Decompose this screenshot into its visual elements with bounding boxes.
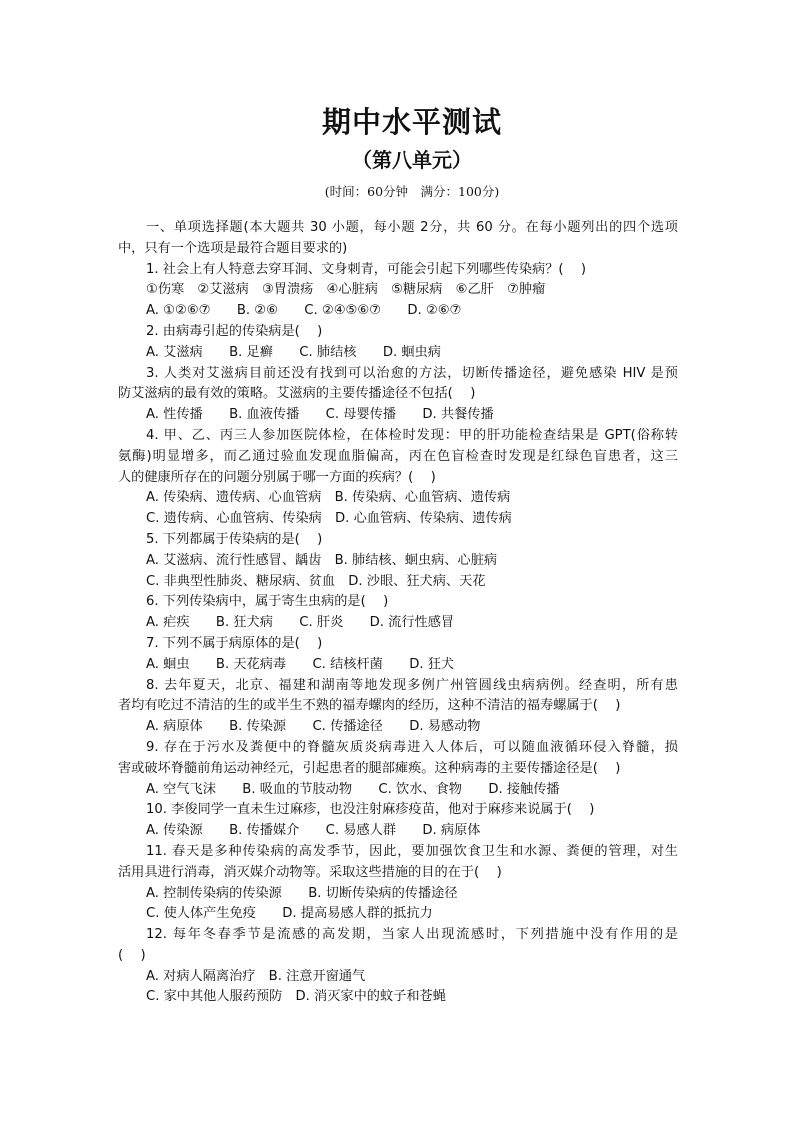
text-line: C. 遗传病、心血管病、传染病 D. 心血管病、传染病、遗传病 [146, 511, 512, 527]
text-line: 9. 存在于污水及粪便中的脊髓灰质炎病毒进入人体后，可以随血液循环侵入脊髓，损 [146, 739, 678, 755]
text-line: C. 非典型性肺炎、糖尿病、贫血 D. 沙眼、狂犬病、天花 [146, 573, 486, 589]
text-line: A. 空气飞沫 B. 吸血的节肢动物 C. 饮水、食物 D. 接触传播 [146, 781, 560, 797]
text-line: 11. 春天是多种传染病的高发季节，因此，要加强饮食卫生和水源、粪便的管理，对生 [146, 843, 678, 859]
text-line: 6. 下列传染病中，属于寄生虫病的是( ) [146, 594, 389, 610]
text-line: A. 控制传染病的传染源 B. 切断传染病的传播途径 [146, 885, 458, 901]
text-line: 10. 李俊同学一直未生过麻疹，也没注射麻疹疫苗，他对于麻疹来说属于( ) [146, 802, 595, 818]
text-line: A. ①②⑥⑦ B. ②⑥ C. ②④⑤⑥⑦ D. ②⑥⑦ [146, 303, 462, 319]
text-line: A. 传染源 B. 传播媒介 C. 易感人群 D. 病原体 [146, 823, 481, 839]
exam-meta: (时间：60分钟 满分：100分) [324, 184, 500, 199]
text-line: A. 疟疾 B. 狂犬病 C. 肝炎 D. 流行性感冒 [146, 615, 455, 631]
text-line: A. 艾滋病、流行性感冒、龋齿 B. 肺结核、蛔虫病、心脏病 [146, 552, 498, 568]
text-line: 4. 甲、乙、丙三人参加医院体检，在体检时发现：甲的肝功能检查结果是 GPT(俗称转 [146, 427, 678, 443]
page-subtitle: （第八单元） [352, 148, 472, 172]
text-line: 害或破坏脊髓前角运动神经元，引起患者的腿部瘫痪。这种病毒的主要传播途径是( ) [118, 760, 621, 776]
text-line: A. 对病人隔离治疗 B. 注意开窗通气 [146, 968, 366, 984]
text-line: C. 使人体产生免疫 D. 提高易感人群的抵抗力 [146, 906, 433, 922]
text-line: A. 病原体 B. 传染源 C. 传播途径 D. 易感动物 [146, 719, 481, 735]
text-line: 5. 下列都属于传染病的是( ) [146, 531, 323, 547]
text-line: 人的健康所存在的问题分别属于哪一方面的疾病？( ) [118, 469, 436, 485]
text-line: A. 蛔虫 B. 天花病毒 C. 结核杆菌 D. 狂犬 [146, 656, 455, 672]
text-line: 1. 社会上有人特意去穿耳洞、文身刺青，可能会引起下列哪些传染病？( ) [146, 261, 587, 277]
text-line: 者均有吃过不清洁的生的或半生不熟的福寿螺肉的经历，这种不清洁的福寿螺属于( ) [118, 698, 621, 714]
text-line: 8. 去年夏天，北京、福建和湖南等地发现多例广州管圆线虫病病例。经查明，所有患 [146, 677, 678, 693]
text-line: 7. 下列不属于病原体的是( ) [146, 635, 323, 651]
text-line: 2. 由病毒引起的传染病是( ) [146, 323, 323, 339]
text-line: A. 传染病、遗传病、心血管病 B. 传染病、心血管病、遗传病 [146, 490, 511, 506]
text-line: 活用具进行消毒，消灭媒介动物等。采取这些措施的目的在于( ) [118, 864, 502, 880]
question-body [118, 218, 678, 1008]
text-line: 氨酶)明显增多，而乙通过验血发现血脂偏高，丙在色盲检查时发现是红绿色盲患者，这三 [118, 448, 678, 464]
text-line: 中，只有一个选项是最符合题目要求的) [118, 240, 348, 256]
text-line: 3. 人类对艾滋病目前还没有找到可以治愈的方法，切断传播途径，避免感染 HIV 是预 [146, 365, 678, 381]
text-line: 12. 每年冬春季节是流感的高发期，当家人出现流感时，下列措施中没有作用的是 [146, 927, 678, 943]
text-line: ( ) [118, 947, 146, 963]
page-title: 期中水平测试 [321, 105, 502, 139]
text-line: C. 家中其他人服药预防 D. 消灭家中的蚊子和苍蝇 [146, 989, 446, 1005]
text-line: A. 艾滋病 B. 足癣 C. 肺结核 D. 蛔虫病 [146, 344, 441, 360]
text-line: 一、单项选择题(本大题共 30 小题，每小题 2分，共 60 分。在每小题列出的四个选项 [146, 220, 678, 235]
text-line: 防艾滋病的最有效的策略。艾滋病的主要传播途径不包括( ) [118, 386, 476, 402]
text-line: ①伤寒 ②艾滋病 ③胃溃疡 ④心脏病 ⑤糖尿病 ⑥乙肝 ⑦肿瘤 [146, 282, 546, 298]
text-line: A. 性传播 B. 血液传播 C. 母婴传播 D. 共餐传播 [146, 407, 494, 423]
